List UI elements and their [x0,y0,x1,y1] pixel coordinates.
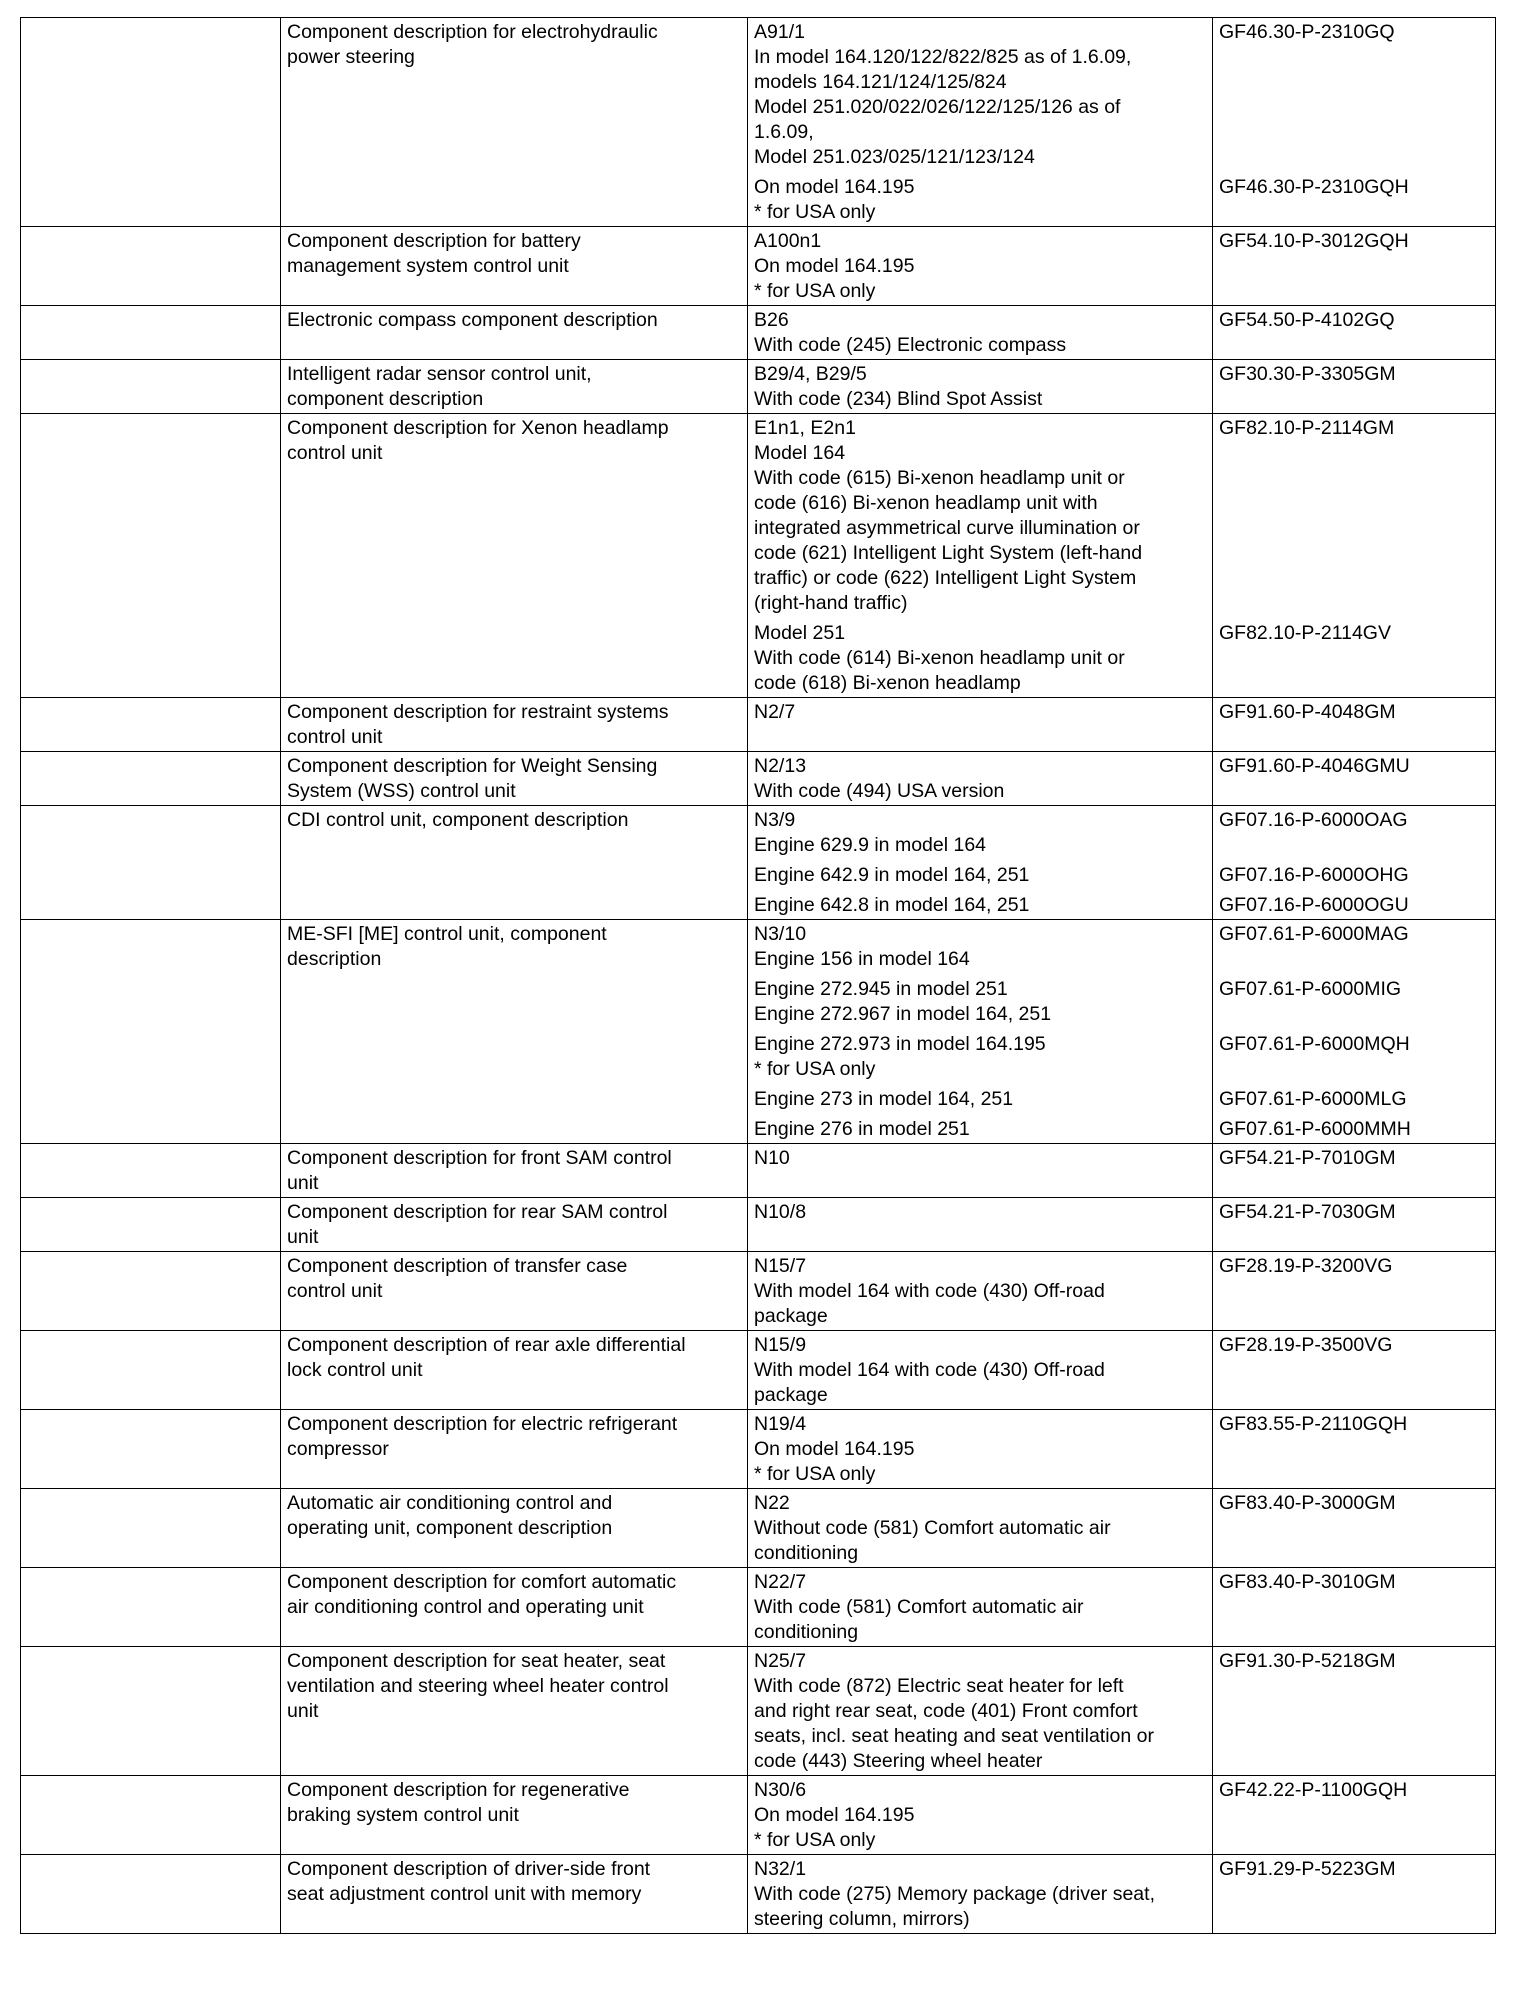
table-row [21,18,1496,227]
component-description: Component description for Xenon headlamp control unit [281,414,748,698]
document-code: GF91.60-P-4046GMU [1219,755,1410,777]
table-row [21,1489,1496,1568]
blank-cell [21,1568,281,1647]
designation-text: Engine 273 in model 164, 251 [754,1088,1014,1110]
designation-cell [748,1198,1213,1252]
table-row [21,698,1496,752]
document-code-cell [1213,1198,1496,1252]
blank-cell [21,752,281,806]
component-description: Component description of rear axle differential lock control unit [281,1331,748,1410]
designation-text: B26 With code (245) Electronic compass [754,309,1067,356]
component-table [20,17,1496,1934]
designation-cell [748,698,1213,752]
component-description: Component description for electric refrigerant compressor [281,1410,748,1489]
document-code: GF54.21-P-7030GM [1219,1201,1396,1223]
component-description: Component description of driver-side front seat adjustment control unit with memory [281,1855,748,1934]
blank-cell [21,1331,281,1410]
document-code: GF07.16-P-6000OAG [1219,809,1408,831]
table-row [21,1855,1496,1934]
designation-cell [748,1331,1213,1410]
document-code-cell [1213,1776,1496,1855]
document-code-cell [1213,1144,1496,1198]
document-code: GF82.10-P-2114GV [1219,622,1391,644]
designation-text: B29/4, B29/5 With code (234) Blind Spot Assist [754,363,1043,410]
component-description: Component description for front SAM control unit [281,1144,748,1198]
blank-cell [21,920,281,1144]
designation-text: N10/8 [754,1201,807,1223]
designation-text: N3/10 Engine 156 in model 164 [754,923,970,970]
table-row [21,1144,1496,1198]
blank-cell [21,1855,281,1934]
designation-cell [748,1489,1213,1568]
table-row [21,1776,1496,1855]
blank-cell [21,1198,281,1252]
document-code: GF91.29-P-5223GM [1219,1858,1396,1880]
component-table-body [21,18,1496,1934]
designation-text: N25/7 With code (872) Electric seat heater for left and right rear seat, code (401) Front comfort seats, incl. seat heating and seat ventilation or code (443) Steering wheel heater [754,1650,1154,1772]
designation-text: E1n1, E2n1 Model 164 With code (615) Bi-xenon headlamp unit or code (616) Bi-xenon headlamp unit with integrated asymmetrical curve illumination or code (621) Intelligent Light System (left-hand traffic) or code (622) Intelligent Light System (right-hand traffic) [754,417,1143,614]
component-description: Automatic air conditioning control and operating unit, component description [281,1489,748,1568]
designation-cell [748,1144,1213,1198]
document-code: GF46.30-P-2310GQH [1219,176,1409,198]
document-code: GF83.40-P-3010GM [1219,1571,1396,1593]
blank-cell [21,18,281,227]
designation-text: N10 [754,1147,790,1169]
document-code: GF91.60-P-4048GM [1219,701,1396,723]
table-row [21,920,1496,1144]
designation-cell [748,1252,1213,1331]
document-code: GF30.30-P-3305GM [1219,363,1396,385]
table-row [21,1410,1496,1489]
designation-text: N22/7 With code (581) Comfort automatic air conditioning [754,1571,1084,1643]
document-code: GF54.10-P-3012GQH [1219,230,1409,252]
table-row [21,1568,1496,1647]
table-row [21,1331,1496,1410]
designation-text: Engine 272.973 in model 164.195 * for USA only [754,1033,1046,1080]
designation-text: Engine 642.8 in model 164, 251 [754,894,1030,916]
table-row [21,1647,1496,1776]
designation-text: N3/9 Engine 629.9 in model 164 [754,809,987,856]
table-row [21,1252,1496,1331]
blank-cell [21,360,281,414]
document-code-cell [1213,1855,1496,1934]
document-code-cell [1213,1252,1496,1331]
designation-text: N2/13 With code (494) USA version [754,755,1005,802]
document-code-cell [1213,698,1496,752]
blank-cell [21,698,281,752]
designation-text: N32/1 With code (275) Memory package (driver seat, steering column, mirrors) [754,1858,1155,1930]
component-description: Component description for restraint systems control unit [281,698,748,752]
document-code: GF07.61-P-6000MIG [1219,978,1402,1000]
document-code-cell [1213,806,1496,920]
designation-text: A91/1 In model 164.120/122/822/825 as of 1.6.09, models 164.121/124/125/824 Model 251.020/022/026/122/125/126 as of 1.6.09, Model 251.023/025/121/123/124 [754,21,1132,168]
document-code: GF54.50-P-4102GQ [1219,309,1395,331]
document-code-cell [1213,752,1496,806]
document-code-cell [1213,18,1496,227]
designation-text: Engine 272.945 in model 251 Engine 272.967 in model 164, 251 [754,978,1052,1025]
designation-cell [748,306,1213,360]
document-code: GF28.19-P-3500VG [1219,1334,1393,1356]
document-code-cell [1213,1647,1496,1776]
designation-cell [748,920,1213,1144]
designation-text: N15/7 With model 164 with code (430) Off-road package [754,1255,1105,1327]
document-code: GF28.19-P-3200VG [1219,1255,1393,1277]
component-description: Component description for battery management system control unit [281,227,748,306]
designation-cell [748,1647,1213,1776]
designation-text: Model 251 With code (614) Bi-xenon headlamp unit or code (618) Bi-xenon headlamp [754,622,1125,694]
designation-text: Engine 276 in model 251 [754,1118,970,1140]
component-description: Intelligent radar sensor control unit, component description [281,360,748,414]
component-description: Component description for seat heater, seat ventilation and steering wheel heater control unit [281,1647,748,1776]
designation-cell [748,227,1213,306]
designation-cell [748,806,1213,920]
blank-cell [21,1489,281,1568]
designation-text: N30/6 On model 164.195 * for USA only [754,1779,915,1851]
document-code: GF07.61-P-6000MMH [1219,1118,1411,1140]
document-code-cell [1213,414,1496,698]
component-description: ME-SFI [ME] control unit, component description [281,920,748,1144]
designation-cell [748,1410,1213,1489]
document-code-cell [1213,360,1496,414]
document-code-cell [1213,1489,1496,1568]
designation-text: Engine 642.9 in model 164, 251 [754,864,1030,886]
document-code-cell [1213,306,1496,360]
blank-cell [21,414,281,698]
designation-text: A100n1 On model 164.195 * for USA only [754,230,915,302]
document-code: GF54.21-P-7010GM [1219,1147,1396,1169]
blank-cell [21,227,281,306]
document-code: GF07.61-P-6000MQH [1219,1033,1410,1055]
designation-cell [748,360,1213,414]
designation-cell [748,414,1213,698]
component-description: Component description for comfort automatic air conditioning control and operating unit [281,1568,748,1647]
component-description: CDI control unit, component description [281,806,748,920]
document-code: GF42.22-P-1100GQH [1219,1779,1408,1801]
document-code-cell [1213,920,1496,1144]
designation-cell [748,1776,1213,1855]
document-code-cell [1213,1331,1496,1410]
component-description: Component description for rear SAM control unit [281,1198,748,1252]
document-code-cell [1213,1410,1496,1489]
table-row [21,414,1496,698]
designation-text: N22 Without code (581) Comfort automatic air conditioning [754,1492,1111,1564]
blank-cell [21,1647,281,1776]
table-row [21,806,1496,920]
table-row [21,1198,1496,1252]
table-row [21,306,1496,360]
blank-cell [21,1410,281,1489]
component-description: Component description for regenerative braking system control unit [281,1776,748,1855]
document-code: GF91.30-P-5218GM [1219,1650,1396,1672]
designation-text: N2/7 [754,701,796,723]
document-code-cell [1213,1568,1496,1647]
designation-text: N19/4 On model 164.195 * for USA only [754,1413,915,1485]
blank-cell [21,306,281,360]
designation-cell [748,1568,1213,1647]
table-row [21,227,1496,306]
document-code: GF07.61-P-6000MAG [1219,923,1409,945]
blank-cell [21,1252,281,1331]
blank-cell [21,1144,281,1198]
table-row [21,360,1496,414]
designation-cell [748,752,1213,806]
document-code: GF07.16-P-6000OHG [1219,864,1409,886]
component-description: Component description for Weight Sensing System (WSS) control unit [281,752,748,806]
document-code: GF07.16-P-6000OGU [1219,894,1409,916]
document-code-cell [1213,227,1496,306]
designation-text: N15/9 With model 164 with code (430) Off-road package [754,1334,1105,1406]
document-code: GF07.61-P-6000MLG [1219,1088,1407,1110]
table-row [21,752,1496,806]
blank-cell [21,1776,281,1855]
component-description: Electronic compass component description [281,306,748,360]
document-code: GF82.10-P-2114GM [1219,417,1395,439]
document-code: GF46.30-P-2310GQ [1219,21,1395,43]
document-code: GF83.55-P-2110GQH [1219,1413,1408,1435]
component-description: Component description for electrohydraulic power steering [281,18,748,227]
designation-text: On model 164.195 * for USA only [754,176,915,223]
document-code: GF83.40-P-3000GM [1219,1492,1396,1514]
designation-cell [748,18,1213,227]
component-description: Component description of transfer case control unit [281,1252,748,1331]
blank-cell [21,806,281,920]
designation-cell [748,1855,1213,1934]
